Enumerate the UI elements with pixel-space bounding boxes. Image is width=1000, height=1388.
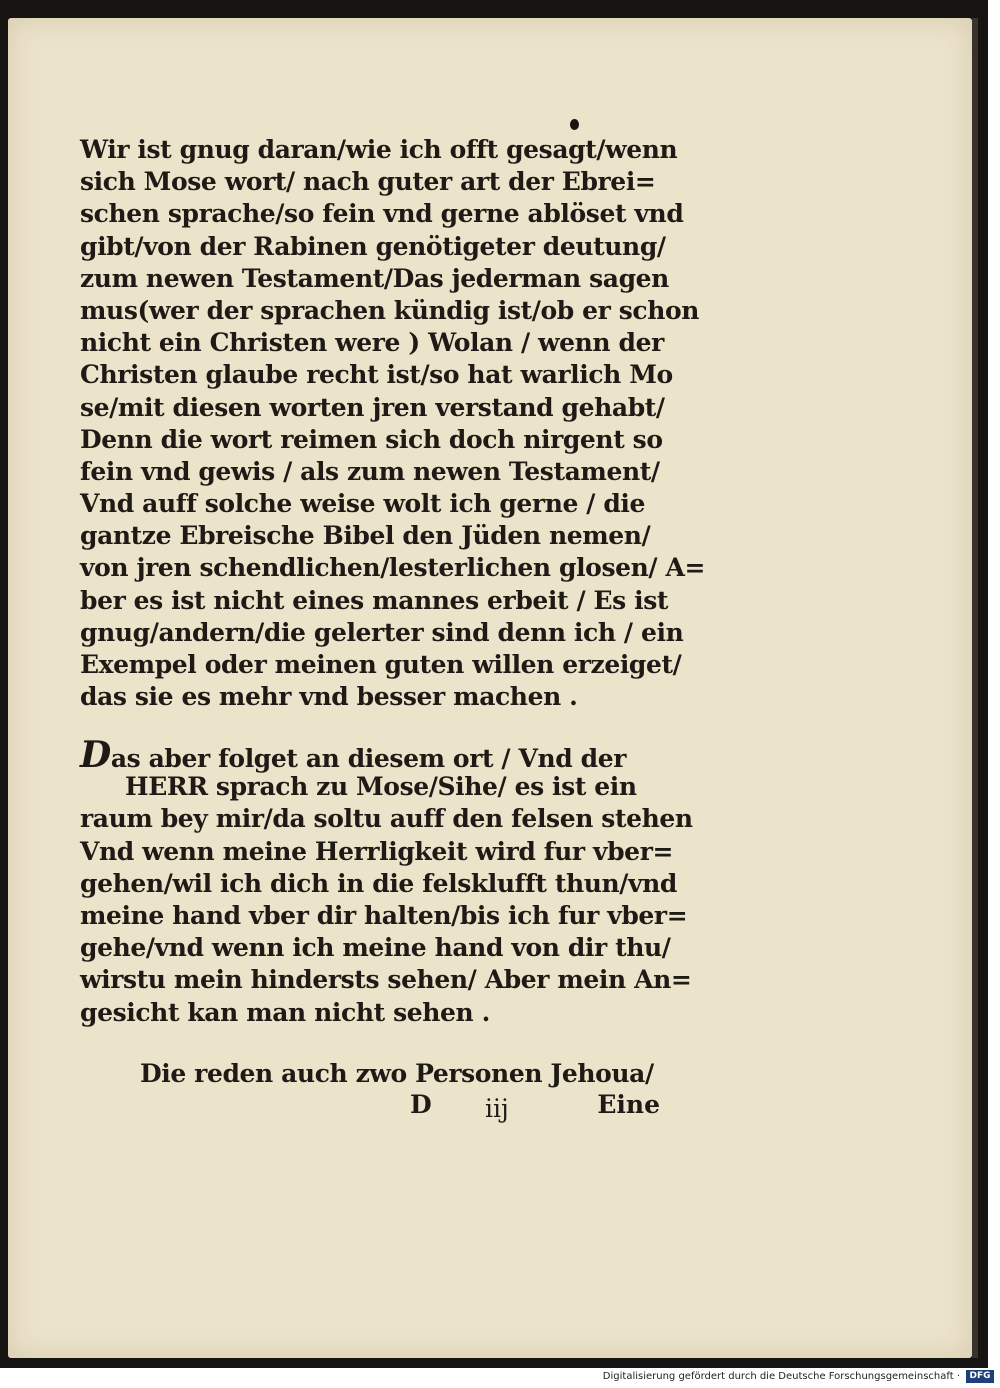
text-line xyxy=(80,734,670,776)
catchline xyxy=(410,1090,660,1122)
initial-letter: D xyxy=(80,734,111,776)
text-line: Christen glaube recht ist/so hat warlich Mo xyxy=(80,360,673,390)
text-line: gehen/wil ich dich in die felsklufft thun/vnd xyxy=(80,868,678,898)
text-line: das sie es mehr vnd besser machen . xyxy=(80,682,578,712)
text-line: gibt/von der Rabinen genötigeter deutung/ xyxy=(80,231,666,261)
signature-mark: D xyxy=(410,1090,432,1119)
text-line: gantze Ebreische Bibel den Jüden nemen/ xyxy=(80,521,651,551)
footer-bar xyxy=(0,1368,1000,1388)
text-line: Die reden auch zwo Personen Jehoua/ xyxy=(140,1059,654,1088)
catchword: Eine xyxy=(597,1090,660,1119)
text-line: zum newen Testament/Das jederman sagen xyxy=(80,263,669,293)
text-line: gnug/andern/die gelerter sind denn ich / ein xyxy=(80,617,684,647)
text-line: Vnd auff solche weise wolt ich gerne / die xyxy=(80,489,646,519)
text-line: Wir ist gnug daran/wie ich offt gesagt/wenn xyxy=(80,135,678,164)
page-edge xyxy=(972,18,978,1358)
text-line: wirstu mein hindersts sehen/ Aber mein An= xyxy=(80,965,692,995)
text-line-rest: as aber folget an diesem ort / Vnd der xyxy=(110,744,626,773)
text-line: ber es ist nicht eines mannes erbeit / Es ist xyxy=(80,585,669,615)
text-line: meine hand vber dir halten/bis ich fur vber= xyxy=(80,900,688,930)
text-line: gehe/vnd wenn ich meine hand von dir thu/ xyxy=(80,933,671,963)
ink-spot xyxy=(570,119,579,130)
text-line: HERR sprach zu Mose/Sihe/ es ist ein xyxy=(125,772,637,802)
text-line: schen sprache/so fein vnd gerne ablöset vnd xyxy=(80,199,684,229)
text-line: raum bey mir/da soltu auff den felsen stehen xyxy=(80,804,693,834)
folio-number: iij xyxy=(485,1094,509,1123)
text-line: se/mit diesen worten jren verstand gehabt/ xyxy=(80,392,665,422)
text-line: sich Mose wort/ nach guter art der Ebrei= xyxy=(80,167,656,197)
text-line: von jren schendlichen/lesterlichen glosen/ A= xyxy=(80,553,705,583)
text-line: fein vnd gewis / als zum newen Testament/ xyxy=(80,456,660,486)
text-line: Exempel oder meinen guten willen erzeiget/ xyxy=(80,650,682,679)
text-line: mus(wer der sprachen kündig ist/ob er schon xyxy=(80,295,700,325)
text-line: Vnd wenn meine Herrligkeit wird fur vber= xyxy=(80,836,674,866)
text-line: gesicht kan man nicht sehen . xyxy=(80,997,490,1027)
paragraph-3 xyxy=(140,1058,660,1090)
dfg-logo: DFG xyxy=(966,1370,994,1383)
paragraph-1 xyxy=(80,134,705,713)
paragraph-2 xyxy=(80,734,693,1029)
text-line: nicht ein Christen were ) Wolan / wenn der xyxy=(80,328,664,358)
text-line: Denn die wort reimen sich doch nirgent so xyxy=(80,424,663,454)
funding-credit: Digitalisierung gefördert durch die Deutsche Forschungsgemeinschaft · xyxy=(602,1371,960,1382)
